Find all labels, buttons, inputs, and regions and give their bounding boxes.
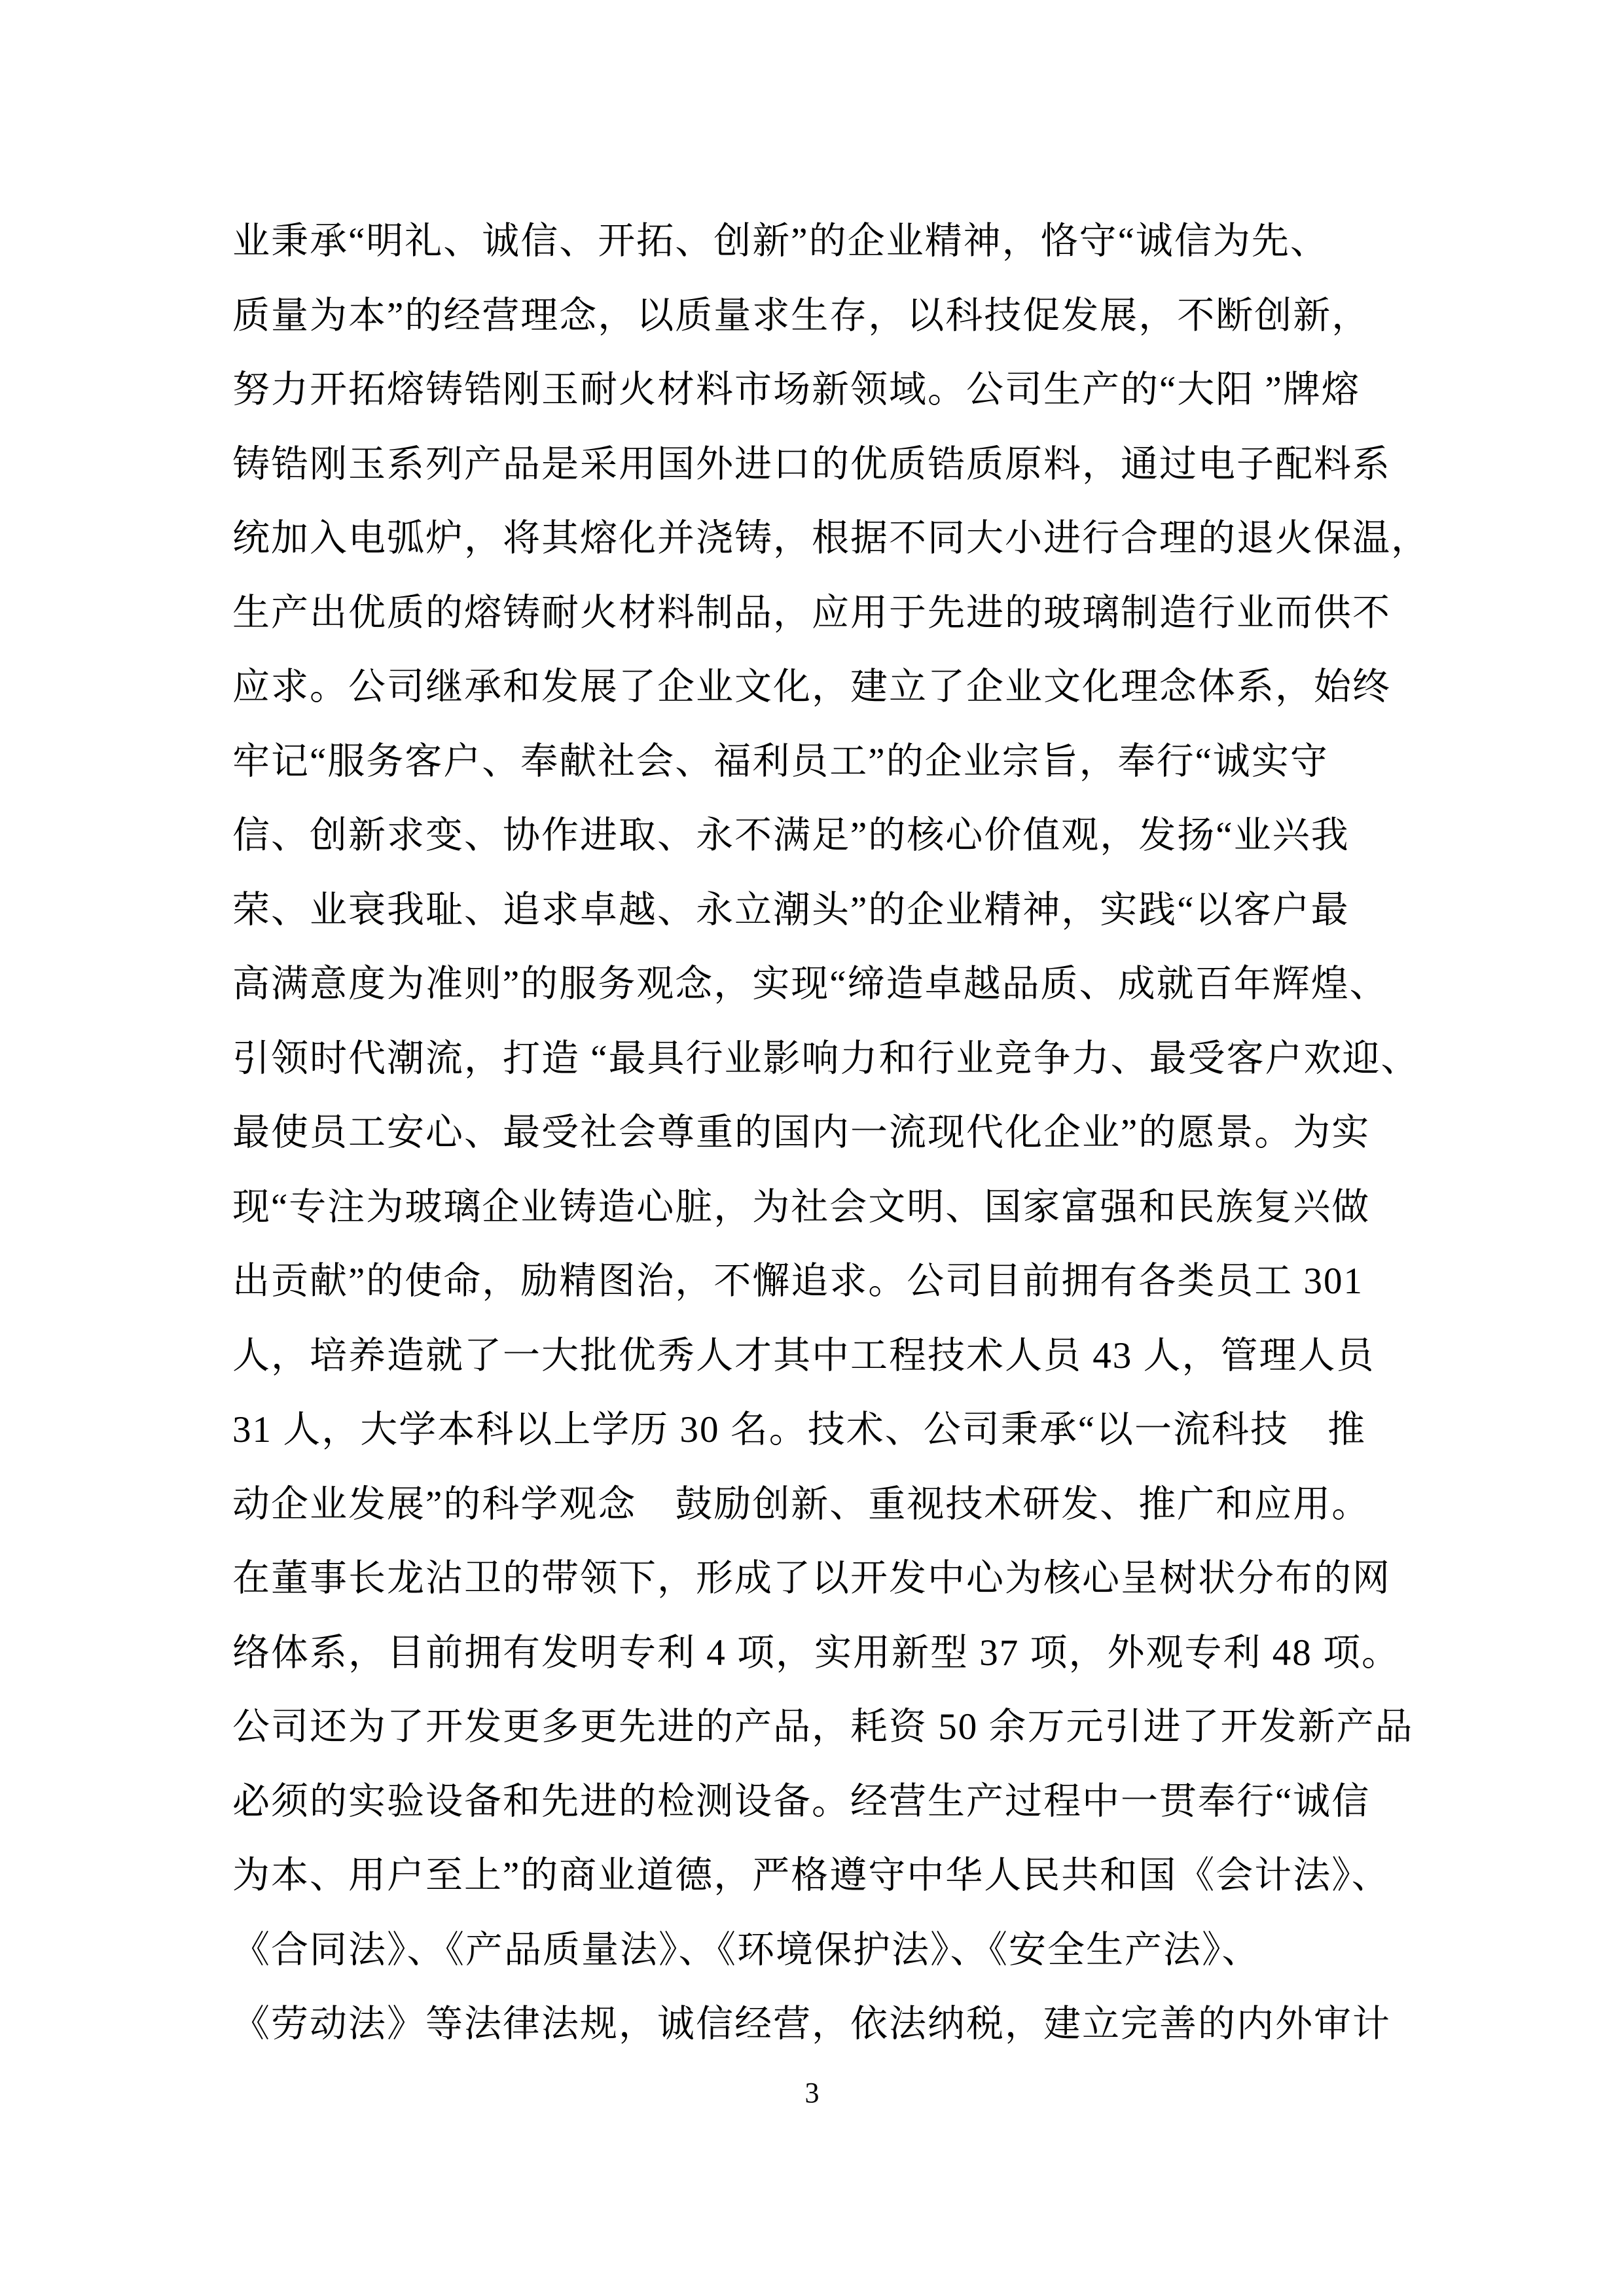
text-line: 铸锆刚玉系列产品是采用国外进口的优质锆质原料，通过电子配料系 <box>232 443 1391 485</box>
text-line: 牢记“服务客户、奉献社会、福利员工”的企业宗旨，奉行“诚实守 <box>232 740 1329 782</box>
text-line: 最使员工安心、最受社会尊重的国内一流现代化企业”的愿景。为实 <box>232 1112 1371 1153</box>
text-line: 为本、用户至上”的商业道德，严格遵守中华人民共和国《会计法》、 <box>232 1855 1390 1896</box>
text-line: 引领时代潮流，打造 “最具行业影响力和行业竞争力、最受客户欢迎、 <box>232 1037 1420 1079</box>
text-line: 信、创新求变、协作进取、永不满足”的核心价值观，发扬“业兴我 <box>232 815 1350 856</box>
body-text-block <box>232 204 1430 2062</box>
text-line: 31 人，大学本科以上学历 30 名。技术、公司秉承“以一流科技 推 <box>232 1409 1367 1450</box>
text-line: 应求。公司继承和发展了企业文化，建立了企业文化理念体系，始终 <box>232 666 1391 708</box>
text-line: 动企业发展”的科学观念 鼓励创新、重视技术研发、推广和应用。 <box>232 1483 1371 1525</box>
text-line: 必须的实验设备和先进的检测设备。经营生产过程中一贯奉行“诚信 <box>232 1780 1371 1822</box>
text-line: 生产出优质的熔铸耐火材料制品，应用于先进的玻璃制造行业而供不 <box>232 592 1391 634</box>
text-line: 努力开拓熔铸锆刚玉耐火材料市场新领域。公司生产的“大阳 ”牌熔 <box>232 369 1360 410</box>
text-line: 统加入电弧炉，将其熔化并浇铸，根据不同大小进行合理的退火保温， <box>232 518 1430 559</box>
text-line: 《劳动法》等法律法规，诚信经营，依法纳税，建立完善的内外审计 <box>232 2003 1391 2045</box>
text-line: 荣、业衰我耻、追求卓越、永立潮头”的企业精神，实践“以客户最 <box>232 889 1350 931</box>
text-line: 现“专注为玻璃企业铸造心脏，为社会文明、国家富强和民族复兴做 <box>232 1186 1371 1228</box>
text-line: 质量为本”的经营理念，以质量求生存，以科技促发展，不断创新， <box>232 295 1371 336</box>
text-line: 在董事长龙沾卫的带领下，形成了以开发中心为核心呈树状分布的网 <box>232 1558 1391 1599</box>
text-line: 业秉承“明礼、诚信、开拓、创新”的企业精神，恪守“诚信为先、 <box>232 221 1329 262</box>
text-line: 《合同法》、《产品质量法》、《环境保护法》、《安全生产法》、 <box>232 1929 1261 1971</box>
text-line: 高满意度为准则”的服务观念，实现“缔造卓越品质、成就百年辉煌、 <box>232 963 1388 1005</box>
text-line: 人，培养造就了一大批优秀人才其中工程技术人员 43 人，管理人员 <box>232 1335 1375 1376</box>
text-line: 络体系，目前拥有发明专利 4 项，实用新型 37 项，外观专利 48 项。 <box>232 1632 1400 1674</box>
text-line: 公司还为了开发更多更先进的产品，耗资 50 余万元引进了开发新产品 <box>232 1706 1414 1748</box>
page-number: 3 <box>804 2077 820 2109</box>
text-line: 出贡献”的使命，励精图治，不懈追求。公司目前拥有各类员工 301 <box>232 1261 1364 1302</box>
